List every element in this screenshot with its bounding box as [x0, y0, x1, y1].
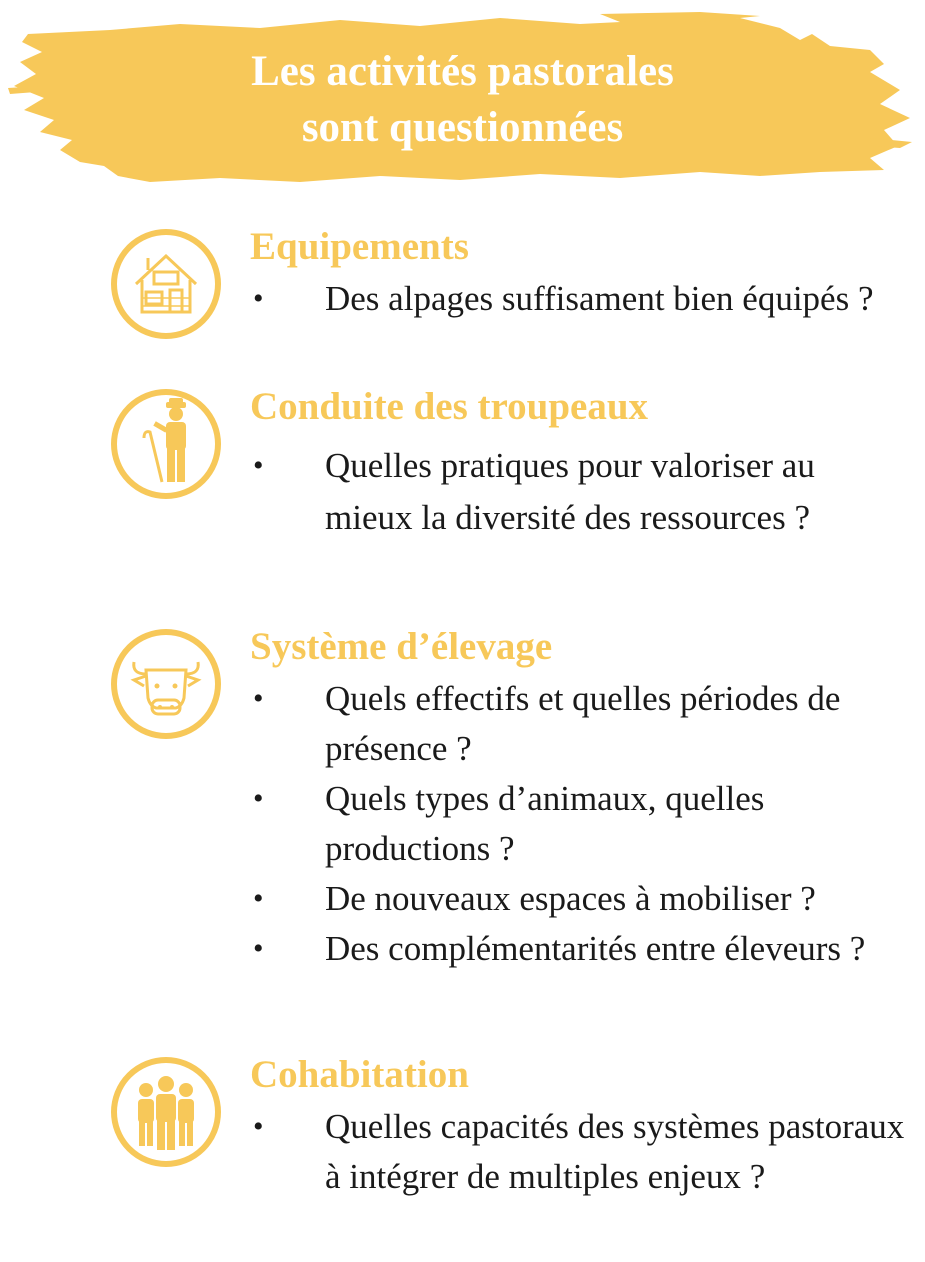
- section-heading-equipements: Equipements: [250, 225, 469, 268]
- page-title: [0, 44, 925, 156]
- chalet-icon: [110, 228, 222, 340]
- bullet-text: Des complémentarités entre éleveurs ?: [325, 929, 866, 968]
- section-heading-systeme-elevage: Système d’élevage: [250, 625, 553, 668]
- bullet-text: De nouveaux espaces à mobiliser ?: [325, 879, 816, 918]
- bullet-dot: •: [253, 782, 264, 815]
- list-item: [250, 674, 910, 774]
- bullet-text: Quelles capacités des systèmes pastoraux à intégrer de multiples enjeux ?: [325, 1107, 905, 1196]
- cow-icon: [110, 628, 222, 740]
- list-item: [250, 924, 910, 974]
- bullet-list-cohabitation: [250, 1102, 910, 1202]
- shepherd-icon: [110, 388, 222, 500]
- list-item: [250, 874, 910, 924]
- bullet-list-systeme-elevage: [250, 674, 910, 974]
- bullet-text: Quelles pratiques pour valoriser au mieux la diversité des ressources ?: [325, 446, 815, 537]
- list-item: [250, 274, 910, 324]
- bullet-dot: •: [253, 682, 264, 715]
- bullet-list-equipements: [250, 274, 910, 324]
- title-banner: [0, 0, 925, 200]
- list-item: [250, 1102, 910, 1202]
- bullet-list-conduite-troupeaux: [250, 440, 910, 544]
- bullet-dot: •: [253, 1110, 264, 1143]
- bullet-text: Quels types d’animaux, quelles productions ?: [325, 779, 765, 868]
- list-item: [250, 440, 910, 544]
- bullet-text: Quels effectifs et quelles périodes de présence ?: [325, 679, 841, 768]
- section-heading-cohabitation: Cohabitation: [250, 1053, 469, 1096]
- page-title-line-1: Les activités pastorales: [251, 48, 674, 95]
- bullet-text: Des alpages suffisament bien équipés ?: [325, 279, 874, 318]
- bullet-dot: •: [253, 932, 264, 965]
- page-title-line-2: sont questionnées: [301, 104, 624, 151]
- people-group-icon: [110, 1056, 222, 1168]
- section-heading-conduite-troupeaux: Conduite des troupeaux: [250, 385, 649, 428]
- bullet-dot: •: [253, 449, 264, 482]
- bullet-dot: •: [253, 882, 264, 915]
- bullet-dot: •: [253, 282, 264, 315]
- list-item: [250, 774, 910, 874]
